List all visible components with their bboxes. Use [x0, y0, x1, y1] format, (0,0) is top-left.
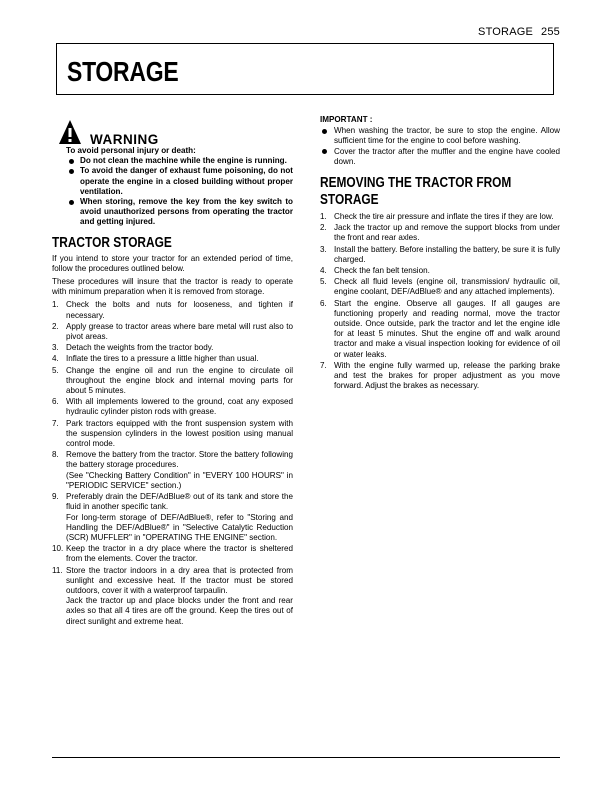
step-text: Change the engine oil and run the engine to circulate oil throughout the engine block and internal moving parts for about 5 minutes. — [66, 365, 293, 396]
removing-heading-line1: REMOVING THE TRACTOR FROM — [320, 175, 512, 192]
step-number: 5. — [52, 365, 59, 375]
step-number: 8. — [52, 450, 59, 460]
step-number: 1. — [52, 300, 59, 310]
step-number: 11. — [52, 565, 63, 575]
step-text: Start the engine. Observe all gauges. If all gauges are functioning properly and reading normal, move the tractor outside. Once outside, park the tractor and let the engine idle for at least 5 minutes. Shut the engine off and walk around tractor and make a visual inspection looking for evidence of oil or water leaks. — [334, 298, 560, 359]
page-title: STORAGE — [67, 56, 179, 87]
step-text: Preferably drain the DEF/AdBlue® out of its tank and store the fluid in another specific tank. — [66, 492, 293, 512]
step-text: Apply grease to tractor areas where bare metal will rust also to pivot areas. — [66, 321, 293, 342]
step-number: 3. — [52, 343, 59, 353]
step-number: 7. — [320, 360, 327, 370]
step-text: Inflate the tires to a pressure a little higher than usual. — [66, 354, 259, 364]
footer-rule — [52, 757, 560, 758]
right-column — [320, 115, 560, 392]
intro-paragraph: These procedures will insure that the tractor is ready to operate with minimum preparation when it is removed from storage. — [52, 277, 293, 297]
important-label: IMPORTANT : — [320, 115, 373, 124]
step-text: Park tractors equipped with the front suspension system with the suspension cylinders in the lowest position using manual control mode. — [66, 418, 293, 449]
step-text: Check the bolts and nuts for looseness, and tighten if necessary. — [66, 300, 293, 320]
tractor-storage-heading: TRACTOR STORAGE — [52, 234, 172, 251]
warning-item: To avoid the danger of exhaust fume poisoning, do not operate the engine in a closed building without proper ventilation. — [52, 166, 293, 197]
removing-step — [320, 277, 560, 297]
storage-step — [52, 450, 293, 491]
page-title-box — [56, 43, 554, 95]
storage-step — [52, 322, 293, 342]
step-text: Store the tractor indoors in a dry area that is protected from sunlight and excessive heat. If the tractor must be stored outdoors, cover it with a waterproof tarpaulin. — [66, 565, 293, 595]
warning-title: WARNING — [90, 131, 159, 147]
warning-item: Do not clean the machine while the engine is running. — [52, 156, 293, 166]
step-number: 1. — [320, 212, 327, 222]
step-number: 2. — [52, 321, 59, 331]
page-number: 255 — [541, 26, 560, 38]
intro-paragraph: If you intend to store your tractor for an extended period of time, follow the procedures outlined below. — [52, 253, 293, 273]
step-text: Keep the tractor in a dry place where the tractor is sheltered from the elements. Cover the tractor. — [66, 544, 293, 564]
step-number: 6. — [52, 397, 59, 407]
step-number: 10. — [52, 544, 64, 554]
step-note: (See "Checking Battery Condition" in "EVERY 100 HOURS" in "PERIODIC SERVICE" section.) — [66, 470, 293, 490]
step-text: Detach the weights from the tractor body. — [66, 343, 214, 353]
storage-steps-list — [52, 300, 293, 626]
storage-step — [52, 397, 293, 417]
storage-step — [52, 566, 293, 627]
step-number: 4. — [52, 354, 59, 364]
step-text: Remove the battery from the tractor. Store the battery following the battery storage procedures. — [66, 450, 293, 470]
step-text: Jack the tractor up and remove the support blocks from under the front and rear axles. — [334, 223, 560, 243]
storage-step — [52, 366, 293, 397]
step-number: 6. — [320, 298, 327, 308]
header-section-name: STORAGE — [478, 26, 534, 38]
left-column — [52, 115, 293, 628]
removing-step — [320, 212, 560, 222]
storage-step — [52, 544, 293, 564]
step-number: 7. — [52, 418, 59, 428]
important-list — [320, 126, 560, 167]
step-text: With all implements lowered to the ground, coat any exposed hydraulic cylinder piston rods with grease. — [66, 397, 293, 417]
removing-steps-list — [320, 212, 560, 391]
step-text: Check the fan belt tension. — [334, 266, 430, 276]
storage-step — [52, 492, 293, 543]
removing-step — [320, 266, 560, 276]
removing-step — [320, 361, 560, 392]
step-number: 5. — [320, 277, 327, 287]
warning-block — [52, 115, 293, 228]
storage-step — [52, 300, 293, 320]
step-number: 3. — [320, 244, 327, 254]
warning-header — [58, 117, 293, 145]
warning-lead: To avoid personal injury or death: — [66, 146, 196, 155]
removing-step — [320, 245, 560, 265]
step-text: Install the battery. Before installing the battery, be sure it is fully charged. — [334, 244, 560, 264]
warning-item: When storing, remove the key from the key switch to avoid unauthorized persons from operating the tractor and getting injured. — [52, 197, 293, 228]
step-number: 2. — [320, 223, 327, 233]
running-header — [478, 26, 560, 38]
warning-triangle-icon — [58, 119, 82, 145]
step-note: Jack the tractor up and place blocks under the front and rear axles so that all 4 tires are off the ground. Keep the tires out of direct sunlight and extreme heat. — [66, 596, 293, 626]
step-text: Check all fluid levels (engine oil, transmission/ hydraulic oil, engine coolant, DEF/AdBlue® and any attached implements). — [334, 277, 560, 297]
step-text: With the engine fully warmed up, release the parking brake and test the brakes for proper adjustment as you move forward. Adjust the brakes as necessary. — [334, 360, 560, 391]
storage-step — [52, 343, 293, 353]
removing-step — [320, 223, 560, 243]
storage-step — [52, 354, 293, 364]
removing-heading-line2: STORAGE — [320, 192, 379, 209]
step-number: 9. — [52, 492, 59, 502]
important-item: When washing the tractor, be sure to stop the engine. Allow sufficient time for the engine to cool before washing. — [320, 126, 560, 146]
step-number: 4. — [320, 266, 327, 276]
important-item: Cover the tractor after the muffler and the engine have cooled down. — [320, 147, 560, 167]
removing-step — [320, 299, 560, 360]
warning-list — [52, 156, 293, 227]
step-note: For long-term storage of DEF/AdBlue®, refer to "Storing and Handling the DEF/AdBlue®" in "Selective Catalytic Reduction (SCR) MUFFLER" in "OPERATING THE ENGINE" section. — [66, 512, 293, 542]
storage-step — [52, 419, 293, 450]
step-text: Check the tire air pressure and inflate the tires if they are low. — [334, 212, 554, 222]
removing-heading — [320, 175, 517, 209]
